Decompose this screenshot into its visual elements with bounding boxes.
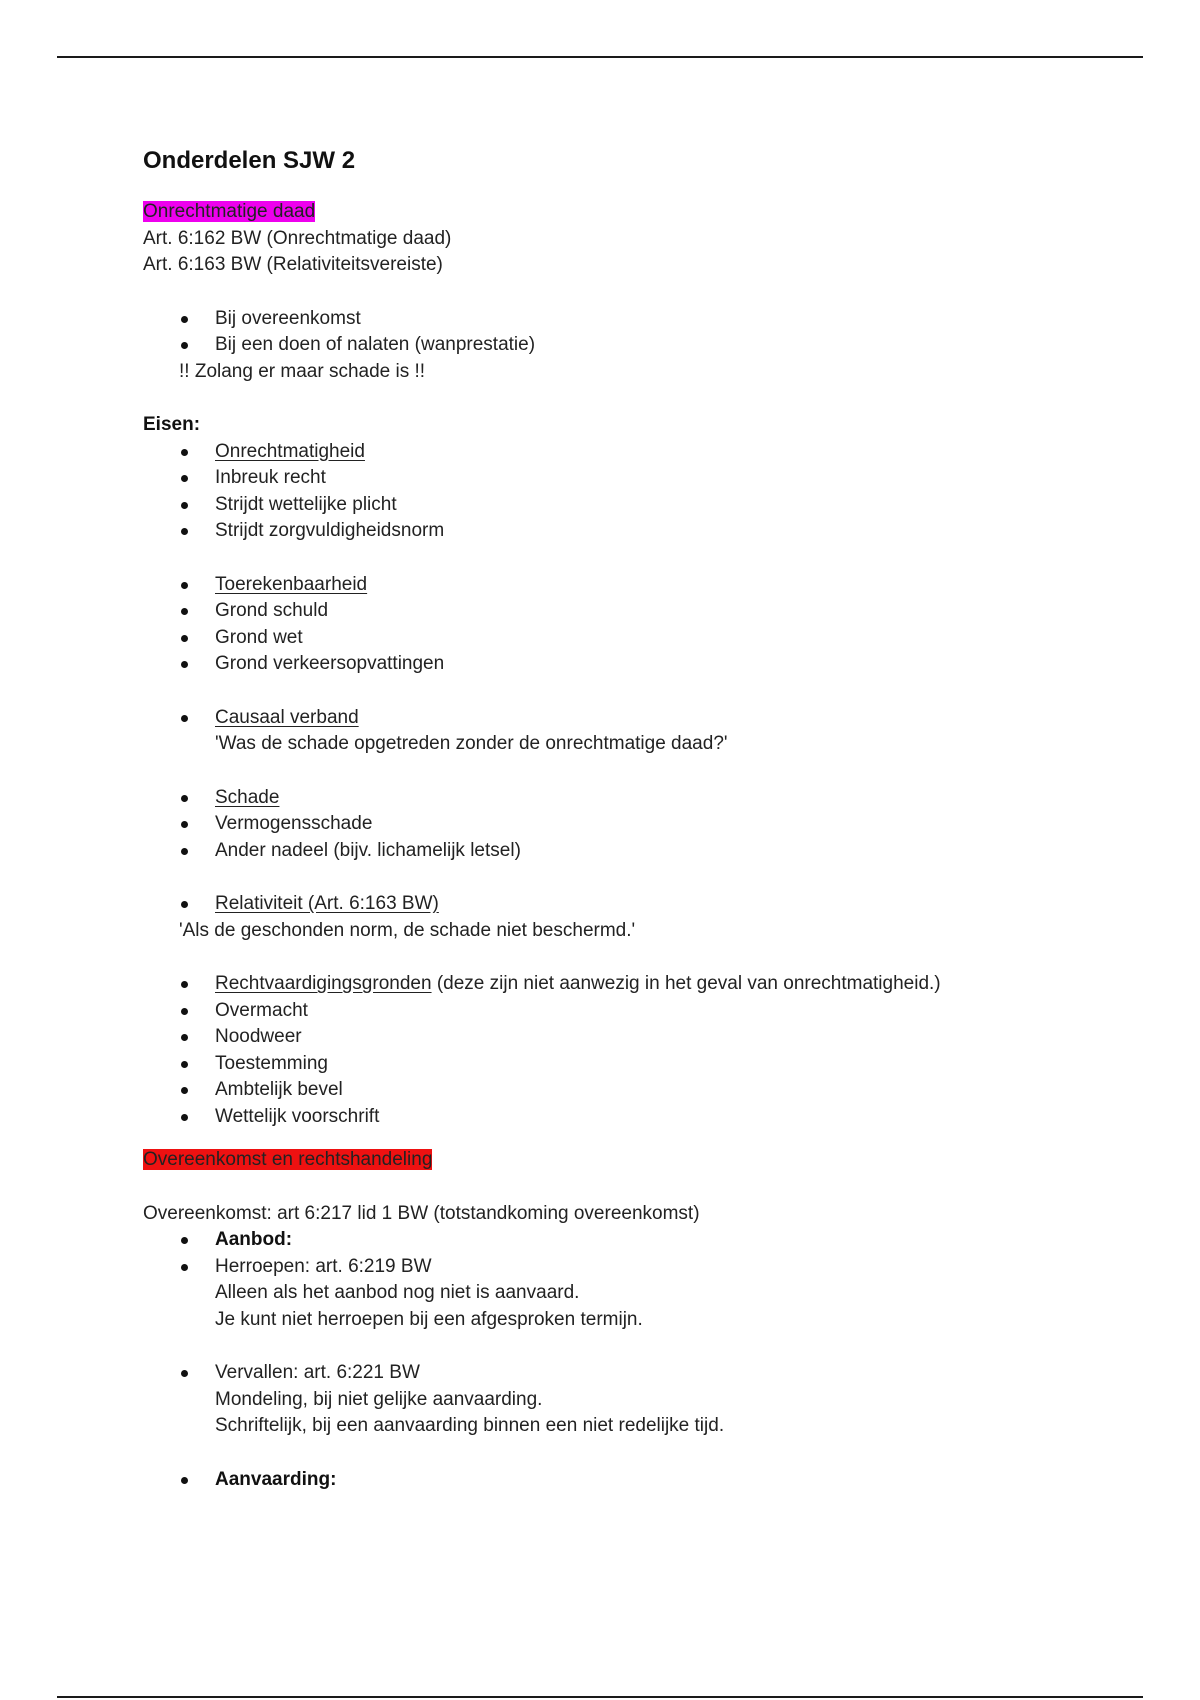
eisen-label: Eisen: bbox=[143, 414, 201, 435]
overeenkomst-intro: Overeenkomst: art 6:217 lid 1 BW (totstandkoming overeenkomst) bbox=[143, 1202, 700, 1224]
list-item-heading: Aanbod: bbox=[143, 1227, 1103, 1254]
section-heading-onrechtmatige-daad: Onrechtmatige daad bbox=[143, 201, 316, 222]
aanvaarding-list bbox=[143, 1467, 1103, 1494]
section-heading-overeenkomst: Overeenkomst en rechtshandeling bbox=[143, 1149, 433, 1170]
schade-list bbox=[143, 785, 1103, 865]
list-item: Vermogensschade bbox=[143, 811, 1103, 838]
scope-list bbox=[143, 306, 1103, 359]
list-item-heading: Rechtvaardigingsgronden (deze zijn niet aanwezig in het geval van onrechtmatigheid.) bbox=[143, 971, 1103, 998]
toerekenbaarheid-list bbox=[143, 572, 1103, 678]
article-162: Art. 6:162 BW (Onrechtmatige daad) bbox=[143, 227, 452, 249]
list-item-heading: Toerekenbaarheid bbox=[143, 572, 1103, 599]
overeenkomst-list bbox=[143, 1227, 1103, 1280]
list-item: Noodweer bbox=[143, 1024, 1103, 1051]
article-163: Art. 6:163 BW (Relativiteitsvereiste) bbox=[143, 254, 443, 275]
list-item: Bij overeenkomst bbox=[143, 306, 1103, 333]
page-title: Onderdelen SJW 2 bbox=[143, 147, 356, 174]
relativiteit-quote: 'Als de geschonden norm, de schade niet beschermd.' bbox=[179, 919, 636, 941]
document-body bbox=[143, 140, 1103, 1493]
list-item: Ander nadeel (bijv. lichamelijk letsel) bbox=[143, 838, 1103, 865]
list-item-heading: Relativiteit (Art. 6:163 BW) bbox=[143, 891, 1103, 918]
list-item: Inbreuk recht bbox=[143, 465, 1103, 492]
list-item: Vervallen: art. 6:221 BW bbox=[143, 1360, 1103, 1387]
list-item-heading: Schade bbox=[143, 785, 1103, 812]
list-item: Grond schuld bbox=[143, 598, 1103, 625]
list-item: Grond wet bbox=[143, 625, 1103, 652]
list-item: Toestemming bbox=[143, 1051, 1103, 1078]
list-item: Strijdt zorgvuldigheidsnorm bbox=[143, 518, 1103, 545]
list-item: Ambtelijk bevel bbox=[143, 1077, 1103, 1104]
list-item-heading: Aanvaarding: bbox=[143, 1467, 1103, 1494]
vervallen-list bbox=[143, 1360, 1103, 1387]
page-bottom-rule bbox=[57, 1696, 1143, 1698]
causaal-list bbox=[143, 705, 1103, 732]
herroepen-line: Je kunt niet herroepen bij een afgesproken termijn. bbox=[215, 1308, 643, 1330]
causaal-quote: 'Was de schade opgetreden zonder de onrechtmatige daad?' bbox=[215, 733, 728, 754]
list-item: Strijdt wettelijke plicht bbox=[143, 492, 1103, 519]
relativiteit-list bbox=[143, 891, 1103, 918]
herroepen-line: Alleen als het aanbod nog niet is aanvaard. bbox=[215, 1282, 580, 1303]
page-top-rule bbox=[57, 56, 1143, 58]
vervallen-line: Schriftelijk, bij een aanvaarding binnen een niet redelijke tijd. bbox=[215, 1415, 725, 1436]
list-item: Herroepen: art. 6:219 BW bbox=[143, 1254, 1103, 1281]
damage-note: !! Zolang er maar schade is !! bbox=[179, 360, 426, 382]
list-item-heading: Onrechtmatigheid bbox=[143, 439, 1103, 466]
list-item: Wettelijk voorschrift bbox=[143, 1104, 1103, 1131]
rechtvaardiging-list bbox=[143, 971, 1103, 1130]
list-item-heading: Causaal verband bbox=[143, 705, 1103, 732]
list-item: Bij een doen of nalaten (wanprestatie) bbox=[143, 332, 1103, 359]
vervallen-line: Mondeling, bij niet gelijke aanvaarding. bbox=[215, 1388, 543, 1410]
list-item: Grond verkeersopvattingen bbox=[143, 651, 1103, 678]
onrechtmatigheid-list bbox=[143, 439, 1103, 545]
list-item: Overmacht bbox=[143, 998, 1103, 1025]
